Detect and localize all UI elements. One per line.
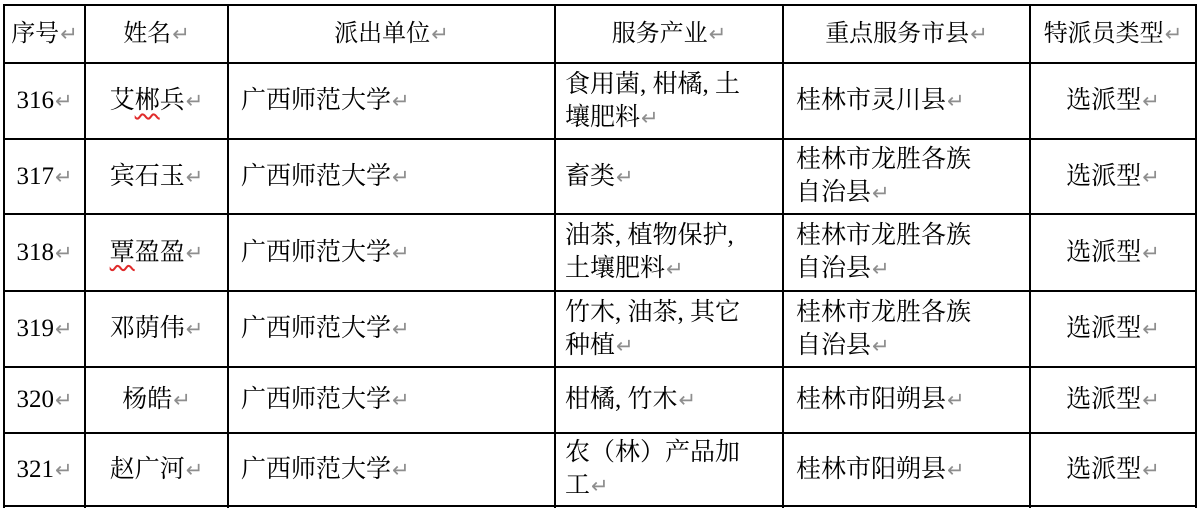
cell-unit[interactable]: 广西师范大学↵ xyxy=(228,139,555,214)
paragraph-mark-icon: ↵ xyxy=(54,164,73,189)
cell-industry[interactable]: 畜类↵ xyxy=(555,139,783,214)
paragraph-mark-icon: ↵ xyxy=(392,164,410,189)
cell-type[interactable]: 选派型↵ xyxy=(1030,63,1196,139)
cell-name[interactable]: 赵广河↵ xyxy=(85,433,228,506)
table-row xyxy=(4,367,1196,433)
paragraph-mark-icon: ↵ xyxy=(1142,89,1160,113)
header-seq[interactable]: 序号↵ xyxy=(4,5,85,63)
paragraph-mark-icon: ↵ xyxy=(872,181,890,205)
table-row xyxy=(4,214,1196,291)
cell-county[interactable]: 桂林市龙胜各族自治县↵ xyxy=(783,291,1030,367)
cell-industry[interactable]: 农（林）产品加工↵ xyxy=(555,433,783,506)
paragraph-mark-icon: ↵ xyxy=(1142,388,1160,412)
cell-name[interactable]: 杨皓↵ xyxy=(85,367,228,433)
cell-type[interactable]: 选派型↵ xyxy=(1030,433,1196,506)
paragraph-mark-icon: ↵ xyxy=(678,388,697,412)
paragraph-mark-icon: ↵ xyxy=(185,457,204,482)
paragraph-mark-icon: ↵ xyxy=(392,457,410,482)
paragraph-mark-icon: ↵ xyxy=(54,317,73,341)
cell-industry[interactable]: 柑橘, 竹木↵ xyxy=(555,367,783,433)
paragraph-mark-icon: ↵ xyxy=(616,164,634,189)
paragraph-mark-icon: ↵ xyxy=(392,317,410,341)
paragraph-mark-icon: ↵ xyxy=(392,89,410,113)
paragraph-mark-icon: ↵ xyxy=(54,240,73,265)
table-row xyxy=(4,63,1196,139)
header-county[interactable]: 重点服务市县↵ xyxy=(783,5,1030,63)
paragraph-mark-icon: ↵ xyxy=(431,22,449,46)
header-name[interactable]: 姓名↵ xyxy=(85,5,228,63)
paragraph-mark-icon: ↵ xyxy=(947,457,965,482)
paragraph-mark-icon: ↵ xyxy=(185,240,204,265)
paragraph-mark-icon: ↵ xyxy=(616,333,634,358)
header-type[interactable]: 特派员类型↵ xyxy=(1030,5,1196,63)
cell-unit[interactable]: 广西师范大学↵ xyxy=(228,63,555,139)
paragraph-mark-icon: ↵ xyxy=(54,388,73,412)
paragraph-mark-icon: ↵ xyxy=(173,388,191,412)
header-unit[interactable]: 派出单位↵ xyxy=(228,5,555,63)
spellcheck-text: 郴 xyxy=(134,87,160,114)
paragraph-mark-icon: ↵ xyxy=(1142,240,1160,265)
commissioner-table xyxy=(3,4,1197,508)
table-row xyxy=(4,433,1196,506)
paragraph-mark-icon: ↵ xyxy=(172,22,190,46)
paragraph-mark-icon: ↵ xyxy=(185,317,204,341)
cell-industry[interactable]: 竹木, 油茶, 其它种植↵ xyxy=(555,291,783,367)
cell-county[interactable]: 桂林市灵川县↵ xyxy=(783,63,1030,139)
cell-seq[interactable]: 319↵ xyxy=(4,291,85,367)
paragraph-mark-icon: ↵ xyxy=(60,22,78,46)
paragraph-mark-icon: ↵ xyxy=(1142,317,1160,341)
paragraph-mark-icon: ↵ xyxy=(641,105,659,130)
cell-type[interactable]: 选派型↵ xyxy=(1030,291,1196,367)
cell-seq[interactable]: 320↵ xyxy=(4,367,85,433)
paragraph-mark-icon: ↵ xyxy=(54,457,73,482)
table-row xyxy=(4,291,1196,367)
cell-seq[interactable]: 317↵ xyxy=(4,139,85,214)
header-industry[interactable]: 服务产业↵ xyxy=(555,5,783,63)
paragraph-mark-icon: ↵ xyxy=(392,388,410,412)
cell-unit[interactable]: 广西师范大学↵ xyxy=(228,291,555,367)
cell-seq[interactable]: 321↵ xyxy=(4,433,85,506)
table-row xyxy=(4,139,1196,214)
cell-industry[interactable]: 食用菌, 柑橘, 土壤肥料↵ xyxy=(555,63,783,139)
paragraph-mark-icon: ↵ xyxy=(1142,164,1160,189)
cell-seq[interactable]: 318↵ xyxy=(4,214,85,291)
spellcheck-text: 覃 xyxy=(109,238,135,266)
cell-industry[interactable]: 油茶, 植物保护, 土壤肥料↵ xyxy=(555,214,783,291)
cell-type[interactable]: 选派型↵ xyxy=(1030,367,1196,433)
table-header-row xyxy=(4,5,1196,63)
paragraph-mark-icon: ↵ xyxy=(185,89,204,113)
cell-county[interactable]: 桂林市阳朔县↵ xyxy=(783,367,1030,433)
paragraph-mark-icon: ↵ xyxy=(872,333,890,358)
paragraph-mark-icon: ↵ xyxy=(947,388,965,412)
cell-county[interactable]: 桂林市龙胜各族自治县↵ xyxy=(783,214,1030,291)
paragraph-mark-icon: ↵ xyxy=(708,22,727,46)
cell-name[interactable]: 覃盈盈↵ xyxy=(85,214,228,291)
paragraph-mark-icon: ↵ xyxy=(185,164,204,189)
paragraph-mark-icon: ↵ xyxy=(666,257,684,281)
cell-seq[interactable]: 316↵ xyxy=(4,63,85,139)
cell-name[interactable]: 宾石玉↵ xyxy=(85,139,228,214)
cell-unit[interactable]: 广西师范大学↵ xyxy=(228,214,555,291)
paragraph-mark-icon: ↵ xyxy=(1142,457,1160,482)
cell-name[interactable]: 艾郴兵↵ xyxy=(85,63,228,139)
paragraph-mark-icon: ↵ xyxy=(1164,22,1183,46)
paragraph-mark-icon: ↵ xyxy=(392,240,410,265)
cell-unit[interactable]: 广西师范大学↵ xyxy=(228,433,555,506)
cell-type[interactable]: 选派型↵ xyxy=(1030,139,1196,214)
cell-name[interactable]: 邓荫伟↵ xyxy=(85,291,228,367)
paragraph-mark-icon: ↵ xyxy=(947,89,965,113)
paragraph-mark-icon: ↵ xyxy=(970,22,988,46)
cell-county[interactable]: 桂林市龙胜各族自治县↵ xyxy=(783,139,1030,214)
cell-type[interactable]: 选派型↵ xyxy=(1030,214,1196,291)
paragraph-mark-icon: ↵ xyxy=(591,474,609,498)
cell-county[interactable]: 桂林市阳朔县↵ xyxy=(783,433,1030,506)
paragraph-mark-icon: ↵ xyxy=(54,89,73,113)
cell-unit[interactable]: 广西师范大学↵ xyxy=(228,367,555,433)
paragraph-mark-icon: ↵ xyxy=(872,257,890,281)
